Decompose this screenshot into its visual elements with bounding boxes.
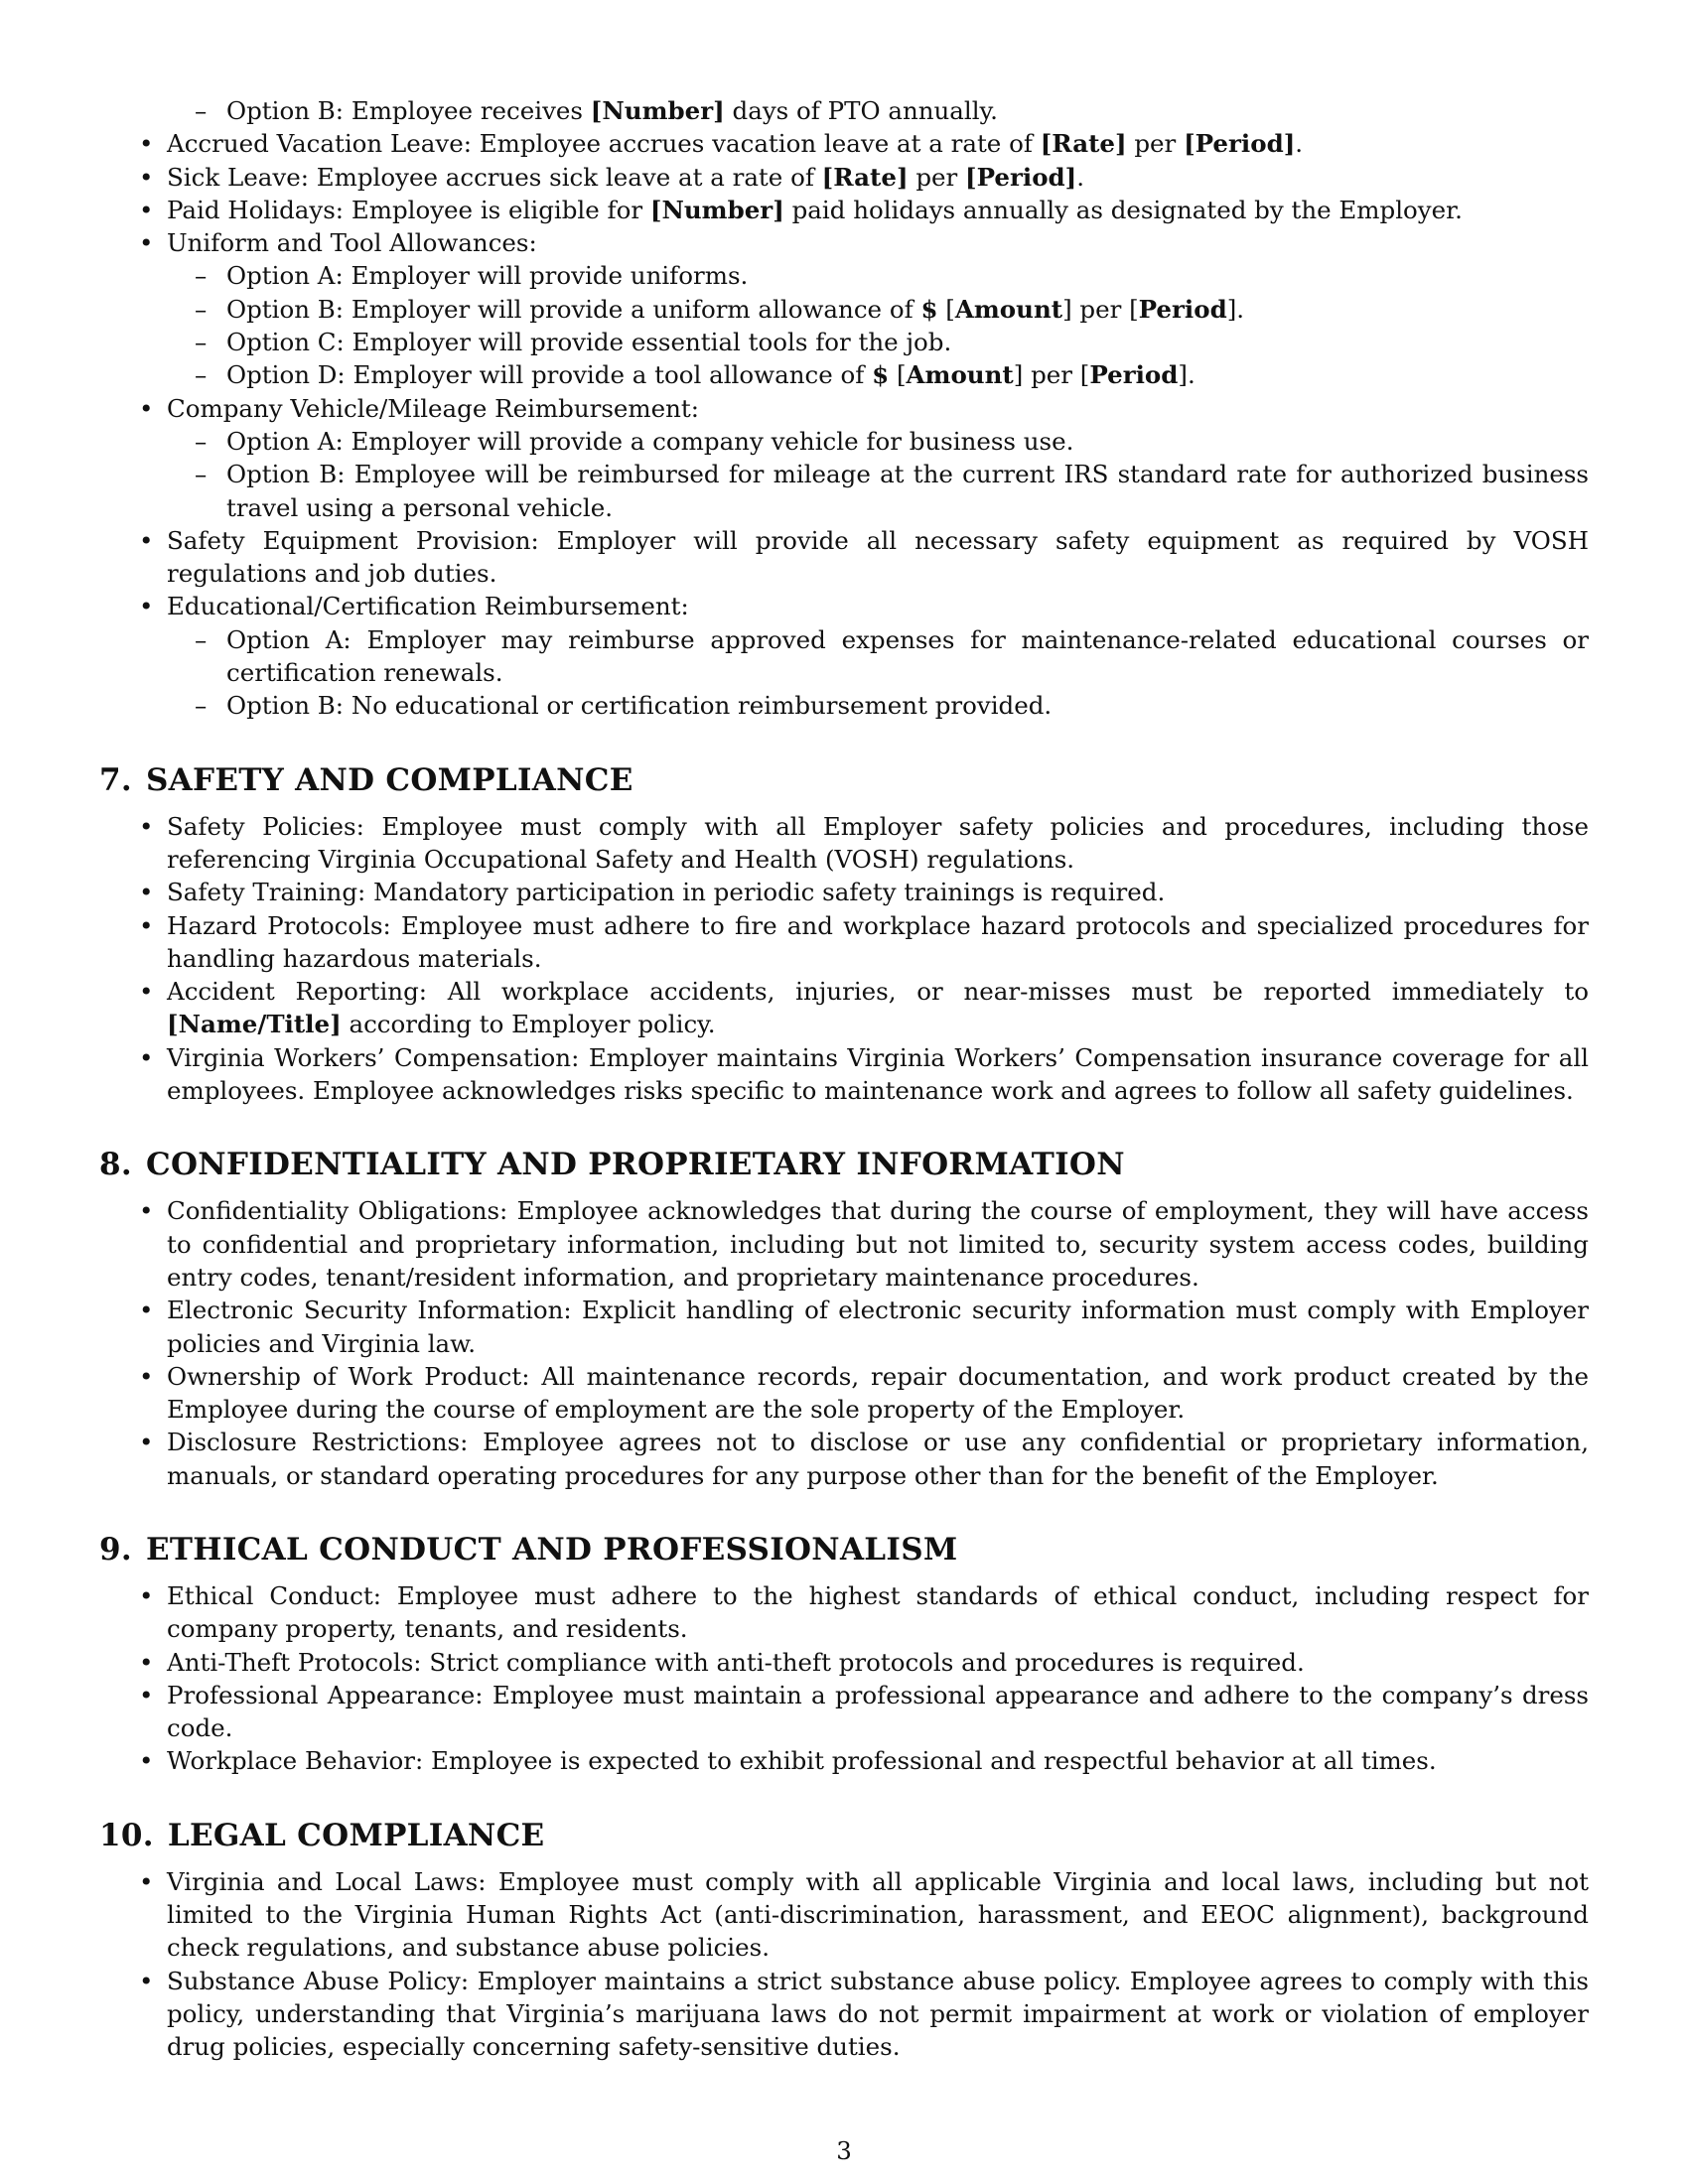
list-item: • Disclosure Restrictions: Employee agrees not to disclose or use any confidential or proprietary information, manuals, or standard operating procedures for any purpose other than for the benefit of the Employer. — [99, 1426, 1589, 1492]
list-item: • Substance Abuse Policy: Employer maintains a strict substance abuse policy. Employee agrees to comply with this policy, understanding that Virginia’s marijuana laws do not permit impairment at work or violation of employer drug policies, especially concerning safety-sensitive duties. — [99, 1965, 1589, 2064]
list-item: • Safety Equipment Provision: Employer will provide all necessary safety equipment as required by VOSH regulations and job duties. — [99, 524, 1589, 591]
list-item: • Ethical Conduct: Employee must adhere to the highest standards of ethical conduct, including respect for company property, tenants, and residents. — [99, 1579, 1589, 1646]
list-item: – Option B: Employer will provide a uniform allowance of $ [Amount] per [Period]. — [99, 293, 1589, 326]
list-item: • Virginia and Local Laws: Employee must comply with all applicable Virginia and local laws, including but not limited to the Virginia Human Rights Act (anti-discrimination, harassment, and EEOC alignment), background check regulations, and substance abuse policies. — [99, 1865, 1589, 1965]
section-heading: 9. ETHICAL CONDUCT AND PROFESSIONALISM — [99, 1531, 958, 1568]
education-options — [99, 623, 1589, 723]
list-item: • Accrued Vacation Leave: Employee accrues vacation leave at a rate of [Rate] per [Period]. — [99, 127, 1589, 160]
list-item: – Option B: Employee receives [Number] days of PTO annually. — [99, 94, 1589, 127]
page-number: 3 — [836, 2136, 852, 2165]
list-item: • Electronic Security Information: Explicit handling of electronic security information must comply with Employer policies and Virginia law. — [99, 1294, 1589, 1360]
list-item: – Option B: No educational or certification reimbursement provided. — [99, 689, 1589, 722]
uniform-tool-options — [99, 259, 1589, 391]
list-item: • Anti-Theft Protocols: Strict compliance with anti-theft protocols and procedures is required. — [99, 1646, 1589, 1679]
list-item: – Option A: Employer may reimburse approved expenses for maintenance-related educational courses or certification renewals. — [99, 623, 1589, 690]
list-item: • Sick Leave: Employee accrues sick leave at a rate of [Rate] per [Period]. — [99, 161, 1589, 194]
list-item: – Option A: Employer will provide a company vehicle for business use. — [99, 425, 1589, 458]
section-10 — [99, 1816, 1589, 2064]
list-item: – Option C: Employer will provide essential tools for the job. — [99, 326, 1589, 358]
section-8 — [99, 1145, 1589, 1492]
list-item: • Workplace Behavior: Employee is expected to exhibit professional and respectful behavior at all times. — [99, 1744, 1589, 1777]
list-item: • Uniform and Tool Allowances: — [99, 226, 1589, 259]
list-item: • Safety Training: Mandatory participation in periodic safety trainings is required. — [99, 876, 1589, 908]
list-item: • Virginia Workers’ Compensation: Employer maintains Virginia Workers’ Compensation insurance coverage for all employees. Employee acknowledges risks specific to maintenance work and agrees to follow all safety guidelines. — [99, 1041, 1589, 1108]
list-item: • Confidentiality Obligations: Employee acknowledges that during the course of employment, they will have access to confidential and proprietary information, including but not limited to, security system access codes, building entry codes, tenant/resident information, and proprietary maintenance procedures. — [99, 1194, 1589, 1294]
vehicle-options — [99, 425, 1589, 524]
list-item: • Company Vehicle/Mileage Reimbursement: — [99, 392, 1589, 425]
pto-option-b — [99, 94, 1589, 127]
list-item: • Safety Policies: Employee must comply with all Employer safety policies and procedures, including those referencing Virginia Occupational Safety and Health (VOSH) regulations. — [99, 810, 1589, 877]
list-item: • Paid Holidays: Employee is eligible for [Number] paid holidays annually as designated by the Employer. — [99, 194, 1589, 226]
list-item: • Educational/Certification Reimbursement: — [99, 590, 1589, 622]
section-heading: 10. LEGAL COMPLIANCE — [99, 1817, 545, 1853]
section-7 — [99, 760, 1589, 1108]
list-item: – Option A: Employer will provide uniforms. — [99, 259, 1589, 292]
list-item: – Option B: Employee will be reimbursed for mileage at the current IRS standard rate for authorized business travel using a personal vehicle. — [99, 458, 1589, 524]
section-9 — [99, 1530, 1589, 1778]
list-item: • Professional Appearance: Employee must maintain a professional appearance and adhere to the company’s dress code. — [99, 1679, 1589, 1745]
section-heading: 7. SAFETY AND COMPLIANCE — [99, 761, 633, 798]
list-item: – Option D: Employer will provide a tool allowance of $ [Amount] per [Period]. — [99, 358, 1589, 391]
list-item: • Ownership of Work Product: All maintenance records, repair documentation, and work product created by the Employee during the course of employment are the sole property of the Employer. — [99, 1360, 1589, 1427]
document-page — [99, 94, 1589, 2064]
list-item: • Hazard Protocols: Employee must adhere to fire and workplace hazard protocols and specialized procedures for handling hazardous materials. — [99, 909, 1589, 976]
list-item: • Accident Reporting: All workplace accidents, injuries, or near-misses must be reported immediately to [Name/Title] according to Employer policy. — [99, 975, 1589, 1041]
section-heading: 8. CONFIDENTIALITY AND PROPRIETARY INFORMATION — [99, 1147, 1125, 1183]
benefits-list-continued — [99, 94, 1589, 723]
